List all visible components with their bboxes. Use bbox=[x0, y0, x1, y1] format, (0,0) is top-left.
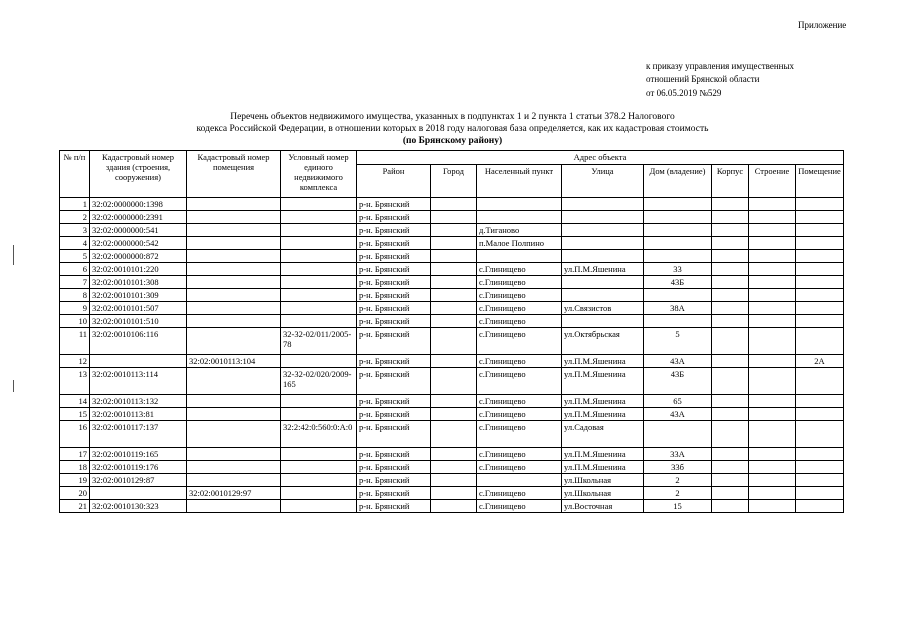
table-cell-l: с.Глинищево bbox=[477, 276, 562, 289]
table-cell-st bbox=[749, 276, 796, 289]
table-cell-h: 38А bbox=[644, 302, 712, 315]
table-cell-p bbox=[796, 461, 844, 474]
table-cell-c bbox=[431, 461, 477, 474]
table-cell-s: ул.Связистов bbox=[562, 302, 644, 315]
table-cell-r bbox=[187, 211, 281, 224]
table-cell-k bbox=[712, 237, 749, 250]
table-cell-l: с.Глинищево bbox=[477, 289, 562, 302]
table-row bbox=[60, 408, 844, 421]
table-cell-d: р-н. Брянский bbox=[357, 315, 431, 328]
table-cell-k bbox=[712, 198, 749, 211]
table-cell-p bbox=[796, 395, 844, 408]
table-cell-k bbox=[712, 368, 749, 395]
table-cell-n: 2 bbox=[60, 211, 90, 224]
table-cell-r: 32:02:0010113:104 bbox=[187, 355, 281, 368]
table-cell-s: ул.П.М.Яшенина bbox=[562, 448, 644, 461]
table-row bbox=[60, 302, 844, 315]
table-cell-st bbox=[749, 408, 796, 421]
table-cell-st bbox=[749, 263, 796, 276]
table-cell-n: 11 bbox=[60, 328, 90, 355]
table-cell-d: р-н. Брянский bbox=[357, 474, 431, 487]
table-cell-b: 32:02:0010119:165 bbox=[90, 448, 187, 461]
table-cell-u: 32-32-02/020/2009-165 bbox=[281, 368, 357, 395]
table-cell-c bbox=[431, 368, 477, 395]
table-cell-h: 43А bbox=[644, 408, 712, 421]
table-cell-p bbox=[796, 250, 844, 263]
table-cell-st bbox=[749, 302, 796, 315]
table-cell-h bbox=[644, 250, 712, 263]
table-cell-h bbox=[644, 198, 712, 211]
table-cell-st bbox=[749, 211, 796, 224]
table-cell-u: 32:2:42:0:560:0:А:0 bbox=[281, 421, 357, 448]
table-cell-r bbox=[187, 474, 281, 487]
table-cell-d: р-н. Брянский bbox=[357, 408, 431, 421]
table-row bbox=[60, 211, 844, 224]
table-cell-u: 32-32-02/011/2005-78 bbox=[281, 328, 357, 355]
table-cell-h bbox=[644, 421, 712, 448]
table-cell-c bbox=[431, 224, 477, 237]
table-cell-d: р-н. Брянский bbox=[357, 198, 431, 211]
table-cell-b: 32:02:0010119:176 bbox=[90, 461, 187, 474]
table-cell-u bbox=[281, 500, 357, 513]
table-row bbox=[60, 328, 844, 355]
table-cell-u bbox=[281, 461, 357, 474]
order-date-number: от 06.05.2019 №529 bbox=[646, 88, 722, 98]
table-cell-n: 13 bbox=[60, 368, 90, 395]
document-title-region: (по Брянскому району) bbox=[402, 136, 503, 146]
table-cell-s bbox=[562, 237, 644, 250]
table-cell-b: 32:02:0010113:114 bbox=[90, 368, 187, 395]
table-cell-b: 32:02:0000000:542 bbox=[90, 237, 187, 250]
table-cell-d: р-н. Брянский bbox=[357, 289, 431, 302]
table-cell-b: 32:02:0000000:1398 bbox=[90, 198, 187, 211]
table-cell-p bbox=[796, 448, 844, 461]
table-cell-k bbox=[712, 328, 749, 355]
table-cell-c bbox=[431, 487, 477, 500]
table-cell-r bbox=[187, 368, 281, 395]
table-cell-n: 17 bbox=[60, 448, 90, 461]
table-cell-u bbox=[281, 224, 357, 237]
table-cell-k bbox=[712, 408, 749, 421]
table-cell-n: 21 bbox=[60, 500, 90, 513]
table-row bbox=[60, 368, 844, 395]
col-premises: Помещение bbox=[796, 164, 844, 197]
table-cell-c bbox=[431, 276, 477, 289]
table-cell-d: р-н. Брянский bbox=[357, 421, 431, 448]
table-cell-k bbox=[712, 487, 749, 500]
table-cell-r bbox=[187, 263, 281, 276]
table-cell-p bbox=[796, 211, 844, 224]
order-line-1: к приказу управления имущественных bbox=[646, 61, 795, 71]
table-cell-r bbox=[187, 395, 281, 408]
table-cell-l: с.Глинищево bbox=[477, 487, 562, 500]
table-cell-u bbox=[281, 289, 357, 302]
table-cell-d: р-н. Брянский bbox=[357, 487, 431, 500]
table-cell-l: с.Глинищево bbox=[477, 500, 562, 513]
table-cell-h: 2 bbox=[644, 487, 712, 500]
table-cell-h bbox=[644, 224, 712, 237]
col-city: Город bbox=[431, 164, 477, 197]
table-cell-l: с.Глинищево bbox=[477, 355, 562, 368]
table-cell-st bbox=[749, 487, 796, 500]
table-cell-r bbox=[187, 421, 281, 448]
table-cell-h: 43А bbox=[644, 355, 712, 368]
table-cell-c bbox=[431, 211, 477, 224]
table-cell-h: 33б bbox=[644, 461, 712, 474]
table-cell-h: 43Б bbox=[644, 276, 712, 289]
table-cell-d: р-н. Брянский bbox=[357, 395, 431, 408]
table-cell-c bbox=[431, 250, 477, 263]
table-cell-p bbox=[796, 315, 844, 328]
table-cell-c bbox=[431, 395, 477, 408]
table-cell-l bbox=[477, 198, 562, 211]
table-cell-s: ул.П.М.Яшенина bbox=[562, 395, 644, 408]
table-cell-u bbox=[281, 250, 357, 263]
table-cell-h bbox=[644, 315, 712, 328]
table-cell-r bbox=[187, 224, 281, 237]
table-cell-n: 15 bbox=[60, 408, 90, 421]
table-cell-c bbox=[431, 474, 477, 487]
table-cell-d: р-н. Брянский bbox=[357, 237, 431, 250]
table-cell-l: с.Глинищево bbox=[477, 448, 562, 461]
col-locality: Населенный пункт bbox=[477, 164, 562, 197]
table-cell-r bbox=[187, 500, 281, 513]
table-cell-c bbox=[431, 500, 477, 513]
table-cell-n: 8 bbox=[60, 289, 90, 302]
table-cell-u bbox=[281, 315, 357, 328]
col-address: Адрес объекта bbox=[357, 151, 844, 165]
table-cell-u bbox=[281, 395, 357, 408]
table-cell-k bbox=[712, 224, 749, 237]
table-cell-u bbox=[281, 276, 357, 289]
table-cell-h bbox=[644, 289, 712, 302]
table-cell-p bbox=[796, 328, 844, 355]
table-cell-c bbox=[431, 355, 477, 368]
table-cell-l: с.Глинищево bbox=[477, 461, 562, 474]
table-cell-c bbox=[431, 448, 477, 461]
table-cell-n: 7 bbox=[60, 276, 90, 289]
table-cell-s: ул.Восточная bbox=[562, 500, 644, 513]
col-room-cadastral: Кадастровый номер помещения bbox=[187, 151, 281, 198]
table-cell-s: ул.П.М.Яшенина bbox=[562, 408, 644, 421]
table-cell-s bbox=[562, 315, 644, 328]
table-cell-k bbox=[712, 250, 749, 263]
document-title-line-1: Перечень объектов недвижимого имущества, указанных в подпунктах 1 и 2 пункта 1 статьи 378.2 Налогового bbox=[230, 112, 675, 122]
table-cell-n: 19 bbox=[60, 474, 90, 487]
table-cell-d: р-н. Брянский bbox=[357, 448, 431, 461]
table-cell-k bbox=[712, 461, 749, 474]
table-cell-b: 32:02:0000000:2391 bbox=[90, 211, 187, 224]
table-cell-r bbox=[187, 408, 281, 421]
table-cell-c bbox=[431, 289, 477, 302]
table-cell-r bbox=[187, 302, 281, 315]
table-cell-h: 65 bbox=[644, 395, 712, 408]
table-cell-b: 32:02:0010130:323 bbox=[90, 500, 187, 513]
table-cell-s: ул.П.М.Яшенина bbox=[562, 368, 644, 395]
table-cell-d: р-н. Брянский bbox=[357, 263, 431, 276]
table-cell-u bbox=[281, 198, 357, 211]
table-cell-st bbox=[749, 328, 796, 355]
table-cell-r bbox=[187, 328, 281, 355]
table-cell-h bbox=[644, 237, 712, 250]
table-cell-c bbox=[431, 237, 477, 250]
table-cell-p bbox=[796, 302, 844, 315]
table-cell-k bbox=[712, 474, 749, 487]
table-row bbox=[60, 461, 844, 474]
table-cell-l: с.Глинищево bbox=[477, 263, 562, 276]
table-cell-r bbox=[187, 315, 281, 328]
table-cell-p bbox=[796, 276, 844, 289]
table-cell-d: р-н. Брянский bbox=[357, 368, 431, 395]
table-cell-n: 9 bbox=[60, 302, 90, 315]
table-cell-s bbox=[562, 224, 644, 237]
table-cell-s bbox=[562, 276, 644, 289]
table-cell-p: 2А bbox=[796, 355, 844, 368]
table-cell-d: р-н. Брянский bbox=[357, 500, 431, 513]
table-cell-b: 32:02:0010106:116 bbox=[90, 328, 187, 355]
table-cell-r bbox=[187, 237, 281, 250]
table-cell-n: 5 bbox=[60, 250, 90, 263]
table-cell-u bbox=[281, 263, 357, 276]
table-cell-k bbox=[712, 289, 749, 302]
table-cell-h: 33А bbox=[644, 448, 712, 461]
order-line-2: отношений Брянской области bbox=[646, 74, 760, 84]
table-cell-l: п.Малое Полпино bbox=[477, 237, 562, 250]
table-cell-h: 5 bbox=[644, 328, 712, 355]
table-cell-b: 32:02:0010101:507 bbox=[90, 302, 187, 315]
table-cell-r bbox=[187, 461, 281, 474]
col-number: № п/п bbox=[60, 151, 90, 198]
table-cell-s: ул.Школьная bbox=[562, 474, 644, 487]
table-cell-d: р-н. Брянский bbox=[357, 224, 431, 237]
table-cell-l: с.Глинищево bbox=[477, 302, 562, 315]
table-cell-s bbox=[562, 250, 644, 263]
table-cell-p bbox=[796, 487, 844, 500]
document-title-line-2: кодекса Российской Федерации, в отношении которых в 2018 году налоговая база определяется, как их кадастровая стоимость bbox=[196, 124, 709, 134]
table-cell-st bbox=[749, 461, 796, 474]
table-cell-n: 3 bbox=[60, 224, 90, 237]
table-cell-u bbox=[281, 408, 357, 421]
table-cell-h: 43Б bbox=[644, 368, 712, 395]
scan-mark bbox=[13, 380, 14, 392]
table-cell-b: 32:02:0010129:87 bbox=[90, 474, 187, 487]
table-cell-l: с.Глинищево bbox=[477, 368, 562, 395]
table-row bbox=[60, 448, 844, 461]
table-cell-st bbox=[749, 448, 796, 461]
table-cell-b bbox=[90, 355, 187, 368]
table-cell-l: с.Глинищево bbox=[477, 421, 562, 448]
table-cell-l: с.Глинищево bbox=[477, 328, 562, 355]
table-cell-n: 20 bbox=[60, 487, 90, 500]
table-cell-u bbox=[281, 211, 357, 224]
table-cell-c bbox=[431, 302, 477, 315]
table-cell-h: 33 bbox=[644, 263, 712, 276]
table-cell-s: ул.Школьная bbox=[562, 487, 644, 500]
table-row bbox=[60, 487, 844, 500]
table-cell-b: 32:02:0000000:541 bbox=[90, 224, 187, 237]
table-cell-c bbox=[431, 421, 477, 448]
table-row bbox=[60, 276, 844, 289]
table-cell-c bbox=[431, 198, 477, 211]
table-cell-n: 1 bbox=[60, 198, 90, 211]
table-cell-k bbox=[712, 500, 749, 513]
table-cell-l bbox=[477, 250, 562, 263]
table-cell-st bbox=[749, 289, 796, 302]
table-cell-n: 10 bbox=[60, 315, 90, 328]
table-cell-s: ул.П.М.Яшенина bbox=[562, 355, 644, 368]
table-cell-h: 2 bbox=[644, 474, 712, 487]
table-cell-k bbox=[712, 395, 749, 408]
table-cell-h: 15 bbox=[644, 500, 712, 513]
table-cell-k bbox=[712, 355, 749, 368]
table-cell-b: 32:02:0010101:220 bbox=[90, 263, 187, 276]
table-cell-d: р-н. Брянский bbox=[357, 276, 431, 289]
col-structure: Строение bbox=[749, 164, 796, 197]
table-cell-s: ул.П.М.Яшенина bbox=[562, 461, 644, 474]
table-cell-k bbox=[712, 448, 749, 461]
table-cell-r bbox=[187, 448, 281, 461]
table-cell-d: р-н. Брянский bbox=[357, 461, 431, 474]
table-cell-p bbox=[796, 368, 844, 395]
table-cell-d: р-н. Брянский bbox=[357, 355, 431, 368]
table-cell-n: 12 bbox=[60, 355, 90, 368]
table-cell-r bbox=[187, 198, 281, 211]
table-cell-l bbox=[477, 211, 562, 224]
table-cell-b: 32:02:0000000:872 bbox=[90, 250, 187, 263]
table-cell-d: р-н. Брянский bbox=[357, 302, 431, 315]
table-cell-k bbox=[712, 211, 749, 224]
col-house: Дом (владение) bbox=[644, 164, 712, 197]
table-cell-p bbox=[796, 421, 844, 448]
table-cell-s bbox=[562, 198, 644, 211]
table-row bbox=[60, 198, 844, 211]
table-cell-k bbox=[712, 315, 749, 328]
table-cell-b: 32:02:0010113:132 bbox=[90, 395, 187, 408]
col-district: Район bbox=[357, 164, 431, 197]
col-conditional-number: Условный номер единого недвижимого комплекса bbox=[281, 151, 357, 198]
col-street: Улица bbox=[562, 164, 644, 197]
table-cell-n: 6 bbox=[60, 263, 90, 276]
table-cell-st bbox=[749, 224, 796, 237]
table-cell-l: с.Глинищево bbox=[477, 408, 562, 421]
table-cell-st bbox=[749, 474, 796, 487]
table-cell-c bbox=[431, 315, 477, 328]
table-cell-k bbox=[712, 302, 749, 315]
table-cell-l: д.Тиганово bbox=[477, 224, 562, 237]
table-row bbox=[60, 474, 844, 487]
table-cell-l: с.Глинищево bbox=[477, 395, 562, 408]
table-cell-s: ул.П.М.Яшенина bbox=[562, 263, 644, 276]
table-cell-c bbox=[431, 328, 477, 355]
table-row bbox=[60, 289, 844, 302]
table-row bbox=[60, 395, 844, 408]
table-cell-r bbox=[187, 276, 281, 289]
table-cell-u bbox=[281, 355, 357, 368]
table-cell-b: 32:02:0010117:137 bbox=[90, 421, 187, 448]
table-cell-d: р-н. Брянский bbox=[357, 211, 431, 224]
table-cell-n: 14 bbox=[60, 395, 90, 408]
table-cell-s: ул.Садовая bbox=[562, 421, 644, 448]
table-row bbox=[60, 237, 844, 250]
table-cell-n: 16 bbox=[60, 421, 90, 448]
table-row bbox=[60, 355, 844, 368]
table-cell-s: ул.Октябрьская bbox=[562, 328, 644, 355]
table-cell-st bbox=[749, 421, 796, 448]
table-cell-p bbox=[796, 500, 844, 513]
table-cell-st bbox=[749, 355, 796, 368]
table-cell-k bbox=[712, 421, 749, 448]
table-cell-p bbox=[796, 289, 844, 302]
table-cell-p bbox=[796, 198, 844, 211]
table-cell-u bbox=[281, 487, 357, 500]
table-cell-u bbox=[281, 237, 357, 250]
table-row bbox=[60, 315, 844, 328]
table-cell-r bbox=[187, 289, 281, 302]
table-cell-k bbox=[712, 276, 749, 289]
table-cell-b: 32:02:0010101:309 bbox=[90, 289, 187, 302]
table-cell-p bbox=[796, 408, 844, 421]
table-cell-l: с.Глинищево bbox=[477, 315, 562, 328]
table-row bbox=[60, 224, 844, 237]
table-cell-st bbox=[749, 315, 796, 328]
table-cell-r: 32:02:0010129:97 bbox=[187, 487, 281, 500]
table-cell-p bbox=[796, 237, 844, 250]
table-cell-st bbox=[749, 500, 796, 513]
table-cell-c bbox=[431, 263, 477, 276]
table-cell-p bbox=[796, 224, 844, 237]
col-building-cadastral: Кадастровый номер здания (строения, сооружения) bbox=[90, 151, 187, 198]
table-cell-b: 32:02:0010101:308 bbox=[90, 276, 187, 289]
property-table bbox=[59, 150, 844, 513]
table-cell-d: р-н. Брянский bbox=[357, 328, 431, 355]
table-cell-r bbox=[187, 250, 281, 263]
table-cell-st bbox=[749, 198, 796, 211]
table-cell-d: р-н. Брянский bbox=[357, 250, 431, 263]
table-row bbox=[60, 250, 844, 263]
table-cell-u bbox=[281, 302, 357, 315]
table-cell-h bbox=[644, 211, 712, 224]
table-cell-st bbox=[749, 368, 796, 395]
table-cell-b bbox=[90, 487, 187, 500]
table-cell-s bbox=[562, 289, 644, 302]
table-row bbox=[60, 421, 844, 448]
table-cell-n: 18 bbox=[60, 461, 90, 474]
table-cell-b: 32:02:0010101:510 bbox=[90, 315, 187, 328]
table-cell-st bbox=[749, 250, 796, 263]
table-cell-s bbox=[562, 211, 644, 224]
table-cell-k bbox=[712, 263, 749, 276]
table-cell-p bbox=[796, 263, 844, 276]
table-cell-st bbox=[749, 395, 796, 408]
table-cell-n: 4 bbox=[60, 237, 90, 250]
table-row bbox=[60, 500, 844, 513]
table-cell-b: 32:02:0010113:81 bbox=[90, 408, 187, 421]
scan-mark bbox=[13, 245, 14, 265]
table-cell-p bbox=[796, 474, 844, 487]
table-cell-c bbox=[431, 408, 477, 421]
appendix-label: Приложение bbox=[798, 20, 847, 30]
table-row bbox=[60, 263, 844, 276]
table-cell-l bbox=[477, 474, 562, 487]
table-cell-st bbox=[749, 237, 796, 250]
col-block: Корпус bbox=[712, 164, 749, 197]
table-cell-u bbox=[281, 448, 357, 461]
table-cell-u bbox=[281, 474, 357, 487]
